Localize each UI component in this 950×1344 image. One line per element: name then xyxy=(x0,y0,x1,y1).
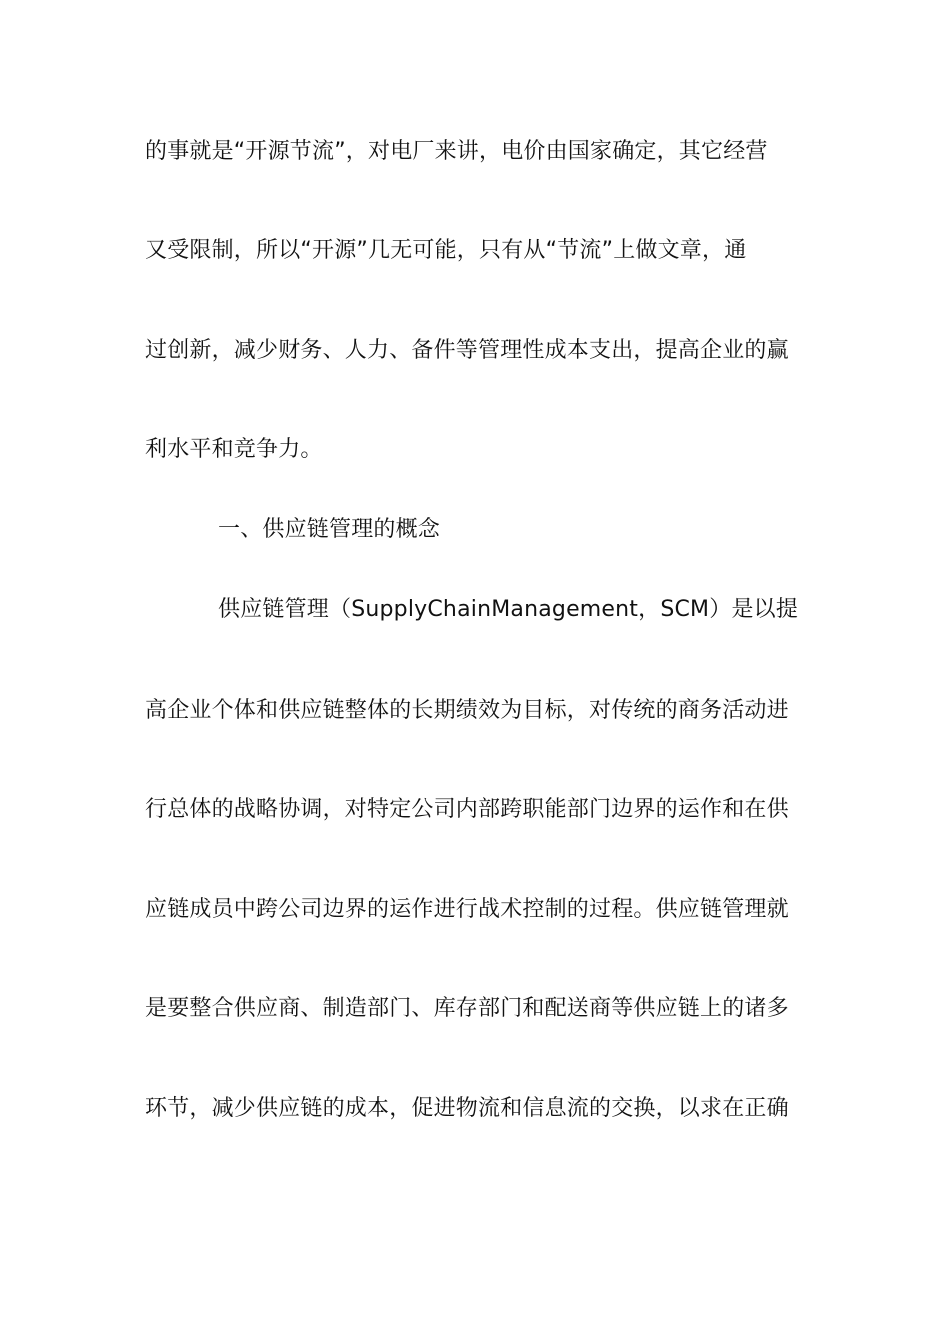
paragraph-line-3: 过创新，减少财务、人力、备件等管理性成本支出，提高企业的赢 xyxy=(145,338,789,363)
section-heading: 一、供应链管理的概念 xyxy=(218,517,441,542)
paragraph-line-4: 利水平和竞争力。 xyxy=(145,437,323,462)
paragraph-line-7: 高企业个体和供应链整体的长期绩效为目标，对传统的商务活动进 xyxy=(145,698,789,723)
paragraph-line-9: 应链成员中跨公司边界的运作进行战术控制的过程。供应链管理就 xyxy=(145,897,789,922)
paragraph-line-1: 的事就是“开源节流”，对电厂来讲，电价由国家确定，其它经营 xyxy=(145,139,768,164)
paragraph-line-11: 环节，减少供应链的成本，促进物流和信息流的交换，以求在正确 xyxy=(145,1096,789,1121)
paragraph-line-6: 供应链管理（SupplyChainManagement，SCM）是以提 xyxy=(218,597,799,622)
paragraph-line-2: 又受限制，所以“开源”几无可能，只有从“节流”上做文章，通 xyxy=(145,238,747,263)
paragraph-line-10: 是要整合供应商、制造部门、库存部门和配送商等供应链上的诸多 xyxy=(145,996,789,1021)
paragraph-line-8: 行总体的战略协调，对特定公司内部跨职能部门边界的运作和在供 xyxy=(145,797,789,822)
